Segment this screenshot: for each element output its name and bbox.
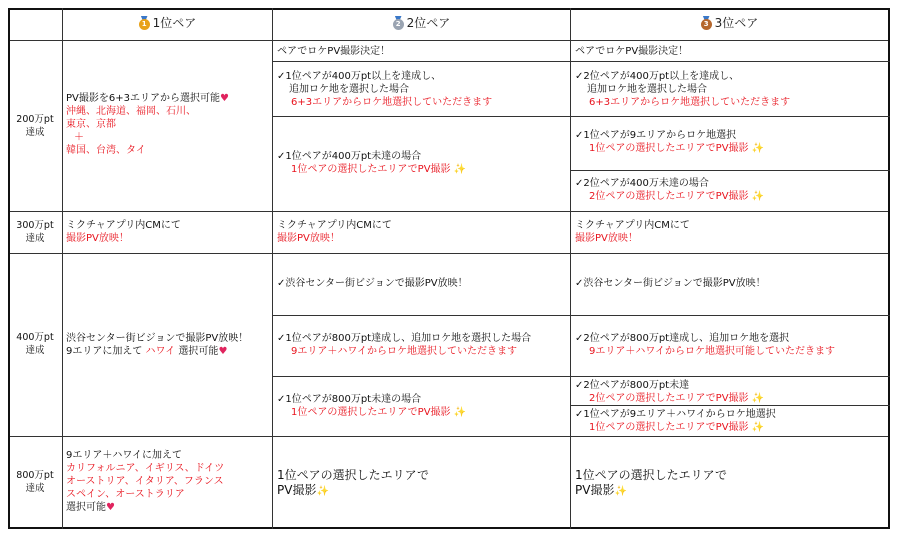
table-border-left: [8, 8, 10, 529]
col-divider-2: [272, 8, 273, 529]
sub-divider: [272, 116, 890, 117]
cell-200-3rd-c: ✓2位ペアが400万未達の場合 2位ペアの選択したエリアでPV撮影 ✨: [575, 178, 765, 202]
sparkle-icon: ✨: [453, 407, 467, 418]
cell-300-1st: ミクチャアプリ内CMにて 撮影PV放映！: [66, 220, 181, 244]
col-divider-1: [62, 8, 63, 529]
sparkle-icon: ✨: [751, 422, 765, 433]
row-label-400: 400万pt 達成: [16, 332, 54, 356]
silver-medal-icon: 2: [393, 16, 404, 29]
cell-200-3rd-top: ペアでロケPV撮影決定！: [575, 46, 689, 57]
cell-400-3rd-a: ✓2位ペアが800万pt達成し、追加ロケ地を選択 9エリア＋ハワイからロケ地選択可能していただきます: [575, 333, 836, 357]
row-divider-400: [8, 436, 890, 437]
cell-200-3rd-b: ✓1位ペアが9エリアからロケ地選択 1位ペアの選択したエリアでPV撮影 ✨: [575, 130, 765, 154]
header-2nd-pair: [273, 11, 570, 33]
cell-300-3rd: ミクチャアプリ内CMにて 撮影PV放映！: [575, 220, 690, 244]
row-label-800: 800万pt 達成: [16, 470, 54, 494]
cell-400-2nd-top: ✓渋谷センター街ビジョンで撮影PV放映！: [277, 278, 468, 289]
row-label-200: 200万pt 達成: [16, 114, 54, 138]
bronze-medal-icon: 3: [701, 16, 712, 29]
cell-200-2nd-a: ✓1位ペアが400万pt以上を達成し、 追加ロケ地を選択した場合 6+3エリアからロケ地選択していただきます: [277, 71, 493, 108]
cell-800-2nd: 1位ペアの選択したエリアで PV撮影✨: [277, 468, 429, 497]
header-1st-label: 1位ペア: [152, 15, 197, 30]
table-border-bottom: [8, 527, 890, 529]
sparkle-icon: ✨: [316, 486, 329, 497]
header-3rd-pair: [571, 11, 888, 33]
header-divider: [8, 40, 890, 41]
row-label-300: 300万pt 達成: [16, 220, 54, 244]
heart-icon: ♥: [106, 502, 115, 513]
cell-400-3rd-top: ✓渋谷センター街ビジョンで撮影PV放映！: [575, 278, 766, 289]
sub-divider: [272, 376, 890, 377]
cell-400-2nd-a: ✓1位ペアが800万pt達成し、追加ロケ地を選択した場合 9エリア＋ハワイからロケ地選択していただきます: [277, 333, 532, 357]
header-2nd-label: 2位ペア: [406, 15, 451, 30]
sub-divider: [272, 61, 890, 62]
cell-400-2nd-b: ✓1位ペアが800万pt未達の場合 1位ペアの選択したエリアでPV撮影 ✨: [277, 394, 467, 418]
header-1st-pair: [63, 11, 272, 33]
sub-divider: [570, 170, 890, 171]
cell-200-3rd-a: ✓2位ペアが400万pt以上を達成し、 追加ロケ地を選択した場合 6+3エリアからロケ地選択していただきます: [575, 71, 791, 108]
cell-300-2nd: ミクチャアプリ内CMにて 撮影PV放映！: [277, 220, 392, 244]
sparkle-icon: ✨: [751, 191, 765, 202]
cell-400-3rd-b: ✓2位ペアが800万pt未達 2位ペアの選択したエリアでPV撮影 ✨: [575, 380, 765, 404]
heart-icon: ♥: [219, 93, 229, 104]
row-divider-200: [8, 211, 890, 212]
header-3rd-label: 3位ペア: [714, 15, 759, 30]
cell-400-1st: 渋谷センター街ビジョンで撮影PV放映！ 9エリアに加えて ハワイ 選択可能♥: [66, 333, 249, 357]
cell-400-3rd-c: ✓1位ペアが9エリア＋ハワイからロケ地選択 1位ペアの選択したエリアでPV撮影 ✨: [575, 409, 776, 433]
sparkle-icon: ✨: [751, 393, 765, 404]
col-divider-3: [570, 8, 571, 529]
sparkle-icon: ✨: [453, 164, 467, 175]
sub-divider: [570, 405, 890, 406]
table-border-top: [8, 8, 890, 10]
cell-200-1st: PV撮影を6+3エリアから選択可能♥ 沖縄、北海道、福岡、石川、 東京、京都 ＋ 韓国、台湾、タイ: [66, 93, 229, 156]
cell-800-1st: 9エリア＋ハワイに加えて カリフォルニア、イギリス、ドイツ オーストリア、イタリア、フランス スペイン、オーストラリア 選択可能♥: [66, 450, 225, 513]
cell-200-2nd-top: ペアでロケPV撮影決定！: [277, 46, 391, 57]
heart-icon: ♥: [218, 346, 228, 357]
cell-800-3rd: 1位ペアの選択したエリアで PV撮影✨: [575, 468, 727, 497]
sparkle-icon: ✨: [614, 486, 627, 497]
row-divider-300: [8, 253, 890, 254]
table-border-right: [888, 8, 890, 529]
sub-divider: [272, 315, 890, 316]
sparkle-icon: ✨: [751, 143, 765, 154]
gold-medal-icon: 1: [139, 16, 150, 29]
cell-200-2nd-b: ✓1位ペアが400万pt未達の場合 1位ペアの選択したエリアでPV撮影 ✨: [277, 151, 467, 175]
